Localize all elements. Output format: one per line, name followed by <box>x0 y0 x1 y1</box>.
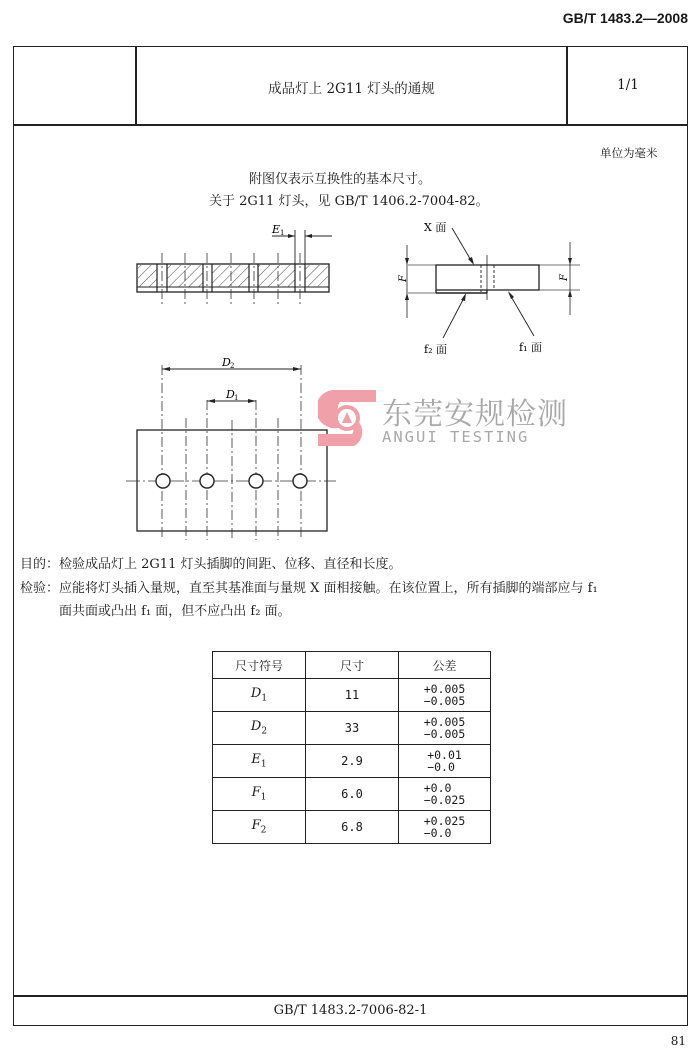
symbol-cell: $D_1$ <box>250 686 268 704</box>
size-cell: 6.8 <box>306 811 399 844</box>
footer-code: GB/T 1483.2-7006-82-1 <box>273 1003 428 1018</box>
f2-dim-label: F <box>398 275 409 282</box>
unit-note: 单位为毫米 <box>600 146 658 160</box>
symbol-cell: $F_2$ <box>251 818 267 836</box>
e1-label: E <box>272 223 281 236</box>
size-cell: 11 <box>306 679 399 712</box>
gauge-section-drawing <box>120 215 360 325</box>
intro-line-1: 附图仅表示互换性的基本尺寸。 <box>249 172 432 187</box>
symbol-cell: $E_1$ <box>251 752 267 770</box>
d2-label: D <box>222 356 231 369</box>
sheet-number: 1/1 <box>617 77 639 93</box>
tolerance-cell: +0.025 −0.0 <box>399 811 491 844</box>
tolerance-cell: +0.005 −0.005 <box>399 712 491 745</box>
f2-face-label: f₂ 面 <box>424 343 447 356</box>
tolerance-cell: +0.0 −0.025 <box>399 778 491 811</box>
header-size: 尺寸 <box>306 652 399 679</box>
table-row <box>213 811 491 844</box>
e1-label-sub: 1 <box>280 229 285 237</box>
x-face-label: X 面 <box>424 221 447 234</box>
watermark-chinese: 东莞安规检测 <box>382 397 568 432</box>
size-cell: 33 <box>306 712 399 745</box>
gauge-side-view-drawing <box>380 212 580 362</box>
header-tolerance: 公差 <box>399 652 491 679</box>
watermark-logo-icon <box>318 388 376 448</box>
watermark-english: ANGUI TESTING <box>382 428 530 446</box>
inspection-text-line-2: 面共面或凸出 f₁ 面，但不应凸出 f₂ 面。 <box>59 604 291 619</box>
table-header-row <box>213 652 491 679</box>
tolerance-cell: +0.01 −0.0 <box>399 745 491 778</box>
standard-code: GB/T 1483.2—2008 <box>562 10 688 26</box>
symbol-cell: $F_1$ <box>251 785 267 803</box>
title-block-bottom <box>13 124 688 126</box>
table-row <box>213 745 491 778</box>
d2-label-sub: 2 <box>230 362 235 370</box>
f1-face-label: f₁ 面 <box>519 341 542 354</box>
header-symbol: 尺寸符号 <box>213 652 306 679</box>
footer-divider <box>13 995 688 997</box>
inspection-paragraph <box>20 577 598 601</box>
size-cell: 6.0 <box>306 778 399 811</box>
d1-label: D <box>226 388 235 401</box>
purpose-paragraph <box>20 553 401 577</box>
inspection-text-line-1: 应能将灯头插入量规，直至其基准面与量规 X 面相接触。在该位置上，所有插脚的端部应与 f₁ <box>59 581 598 596</box>
table-row <box>213 778 491 811</box>
gauge-plan-view-drawing <box>120 350 350 540</box>
dimension-table <box>212 651 491 844</box>
purpose-label: 目的： <box>20 557 60 572</box>
d1-label-sub: 1 <box>234 394 239 402</box>
tolerance-cell: +0.005 −0.005 <box>399 679 491 712</box>
purpose-text: 检验成品灯上 2G11 灯头插脚的间距、位移、直径和长度。 <box>59 557 402 572</box>
symbol-cell: $D_2$ <box>250 719 268 737</box>
f1-dim-label: F <box>559 274 570 281</box>
document-title: 成品灯上 2G11 灯头的通规 <box>268 81 435 97</box>
inspection-label: 检验： <box>20 581 60 596</box>
table-row <box>213 679 491 712</box>
size-cell: 2.9 <box>306 745 399 778</box>
page-number: 81 <box>670 1034 686 1048</box>
table-row <box>213 712 491 745</box>
intro-line-2: 关于 2G11 灯头，见 GB/T 1406.2-7004-82。 <box>209 194 489 209</box>
